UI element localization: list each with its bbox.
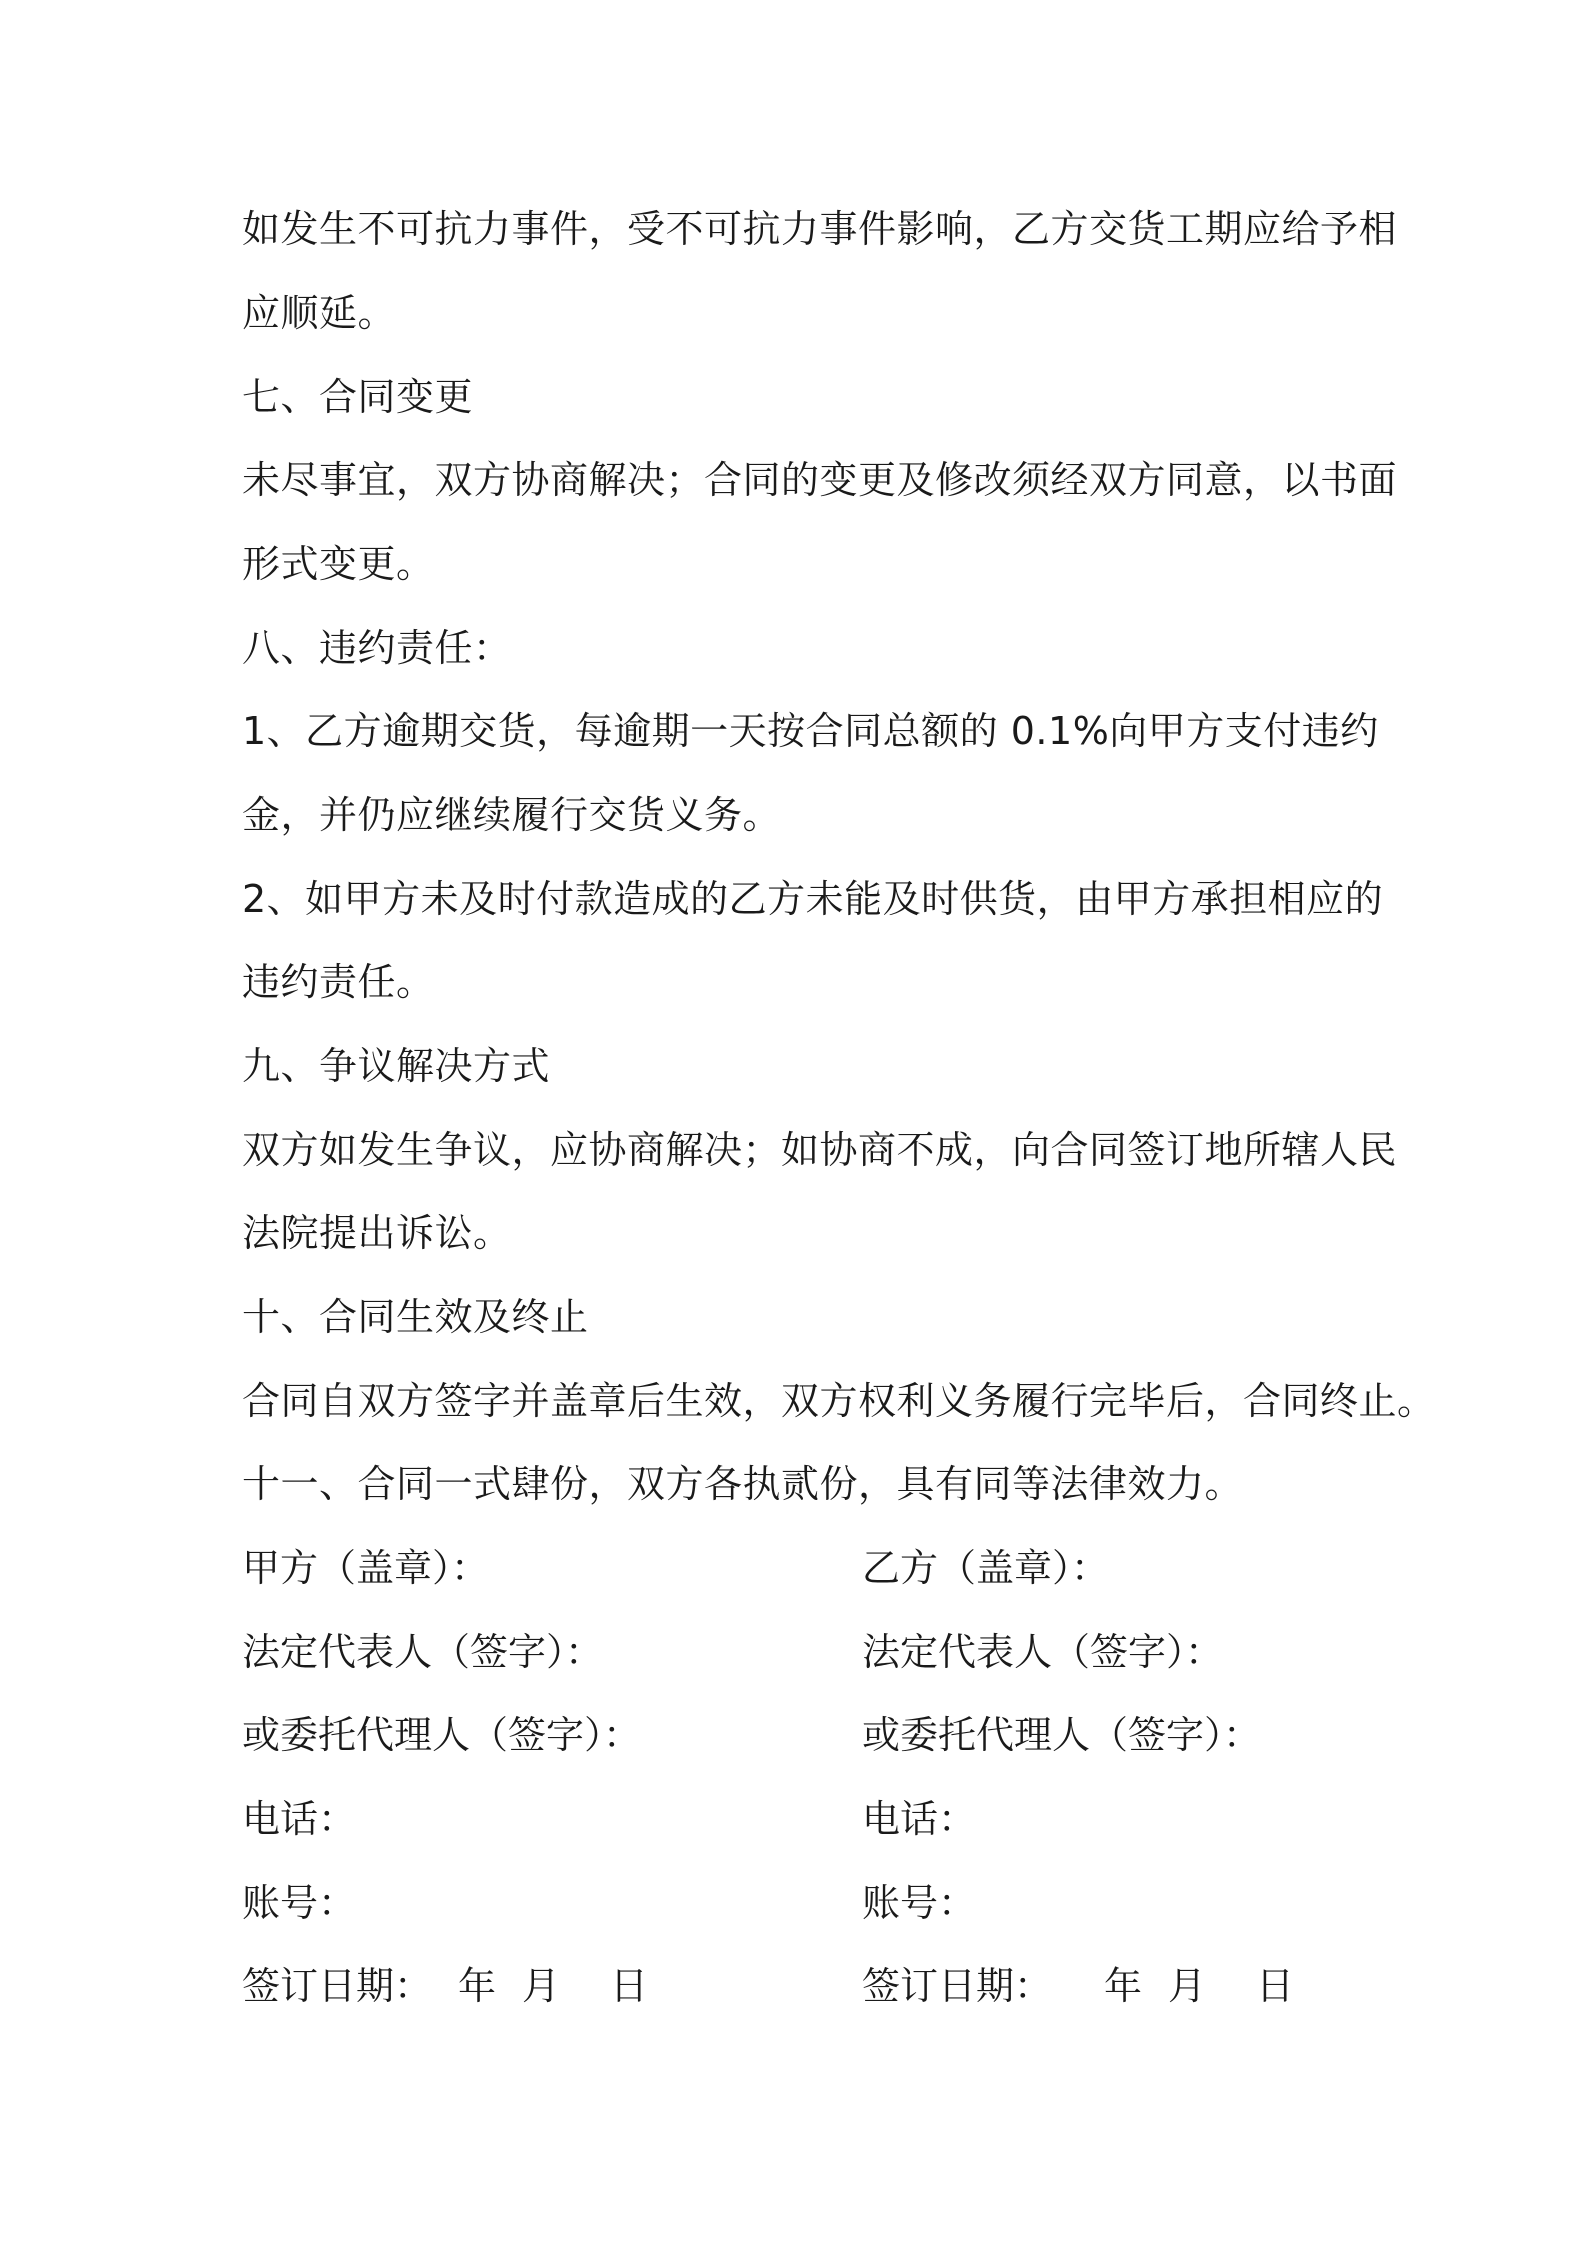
clause-breach-2-line-2: 违约责任。	[242, 960, 435, 1004]
party-a-seal-label: 甲方（盖章）：	[242, 1546, 490, 1590]
party-b-date-month: 月	[1168, 1964, 1207, 2008]
section-heading-effect-termination: 十、合同生效及终止	[242, 1295, 589, 1339]
party-a-date-year: 年	[458, 1964, 497, 2008]
paragraph-dispute-line-1: 双方如发生争议，应协商解决；如协商不成，向合同签订地所辖人民	[242, 1128, 1398, 1172]
clause-breach-1-line-1: 1、乙方逾期交货，每逾期一天按合同总额的 0.1%向甲方支付违约	[242, 709, 1379, 753]
party-b-signing-date	[862, 1961, 1294, 2011]
party-a-signing-date	[242, 1961, 648, 2011]
signature-row-agent	[242, 1710, 1382, 1760]
party-a-date-month: 月	[522, 1964, 561, 2008]
section-heading-dispute-resolution: 九、争议解决方式	[242, 1044, 551, 1088]
signature-row-account	[242, 1878, 1382, 1928]
signature-row-legal-rep	[242, 1627, 1382, 1677]
party-b-account-label: 账号：	[862, 1881, 977, 1925]
section-heading-breach-liability: 八、违约责任：	[242, 626, 512, 670]
party-b-phone-label: 电话：	[862, 1797, 977, 1841]
party-a-account-label: 账号：	[242, 1881, 357, 1925]
paragraph-effect-termination: 合同自双方签字并盖章后生效，双方权利义务履行完毕后，合同终止。	[242, 1379, 1436, 1423]
clause-breach-1-line-2: 金，并仍应继续履行交货义务。	[242, 793, 782, 837]
paragraph-contract-change-line-1: 未尽事宜，双方协商解决；合同的变更及修改须经双方同意，以书面	[242, 458, 1398, 502]
party-b-legal-rep-label: 法定代表人（签字）：	[862, 1630, 1224, 1674]
party-b-date-day: 日	[1256, 1964, 1295, 2008]
section-heading-contract-change: 七、合同变更	[242, 375, 474, 419]
party-b-agent-label: 或委托代理人（签字）：	[862, 1713, 1262, 1757]
party-b-seal-label: 乙方（盖章）：	[862, 1546, 1110, 1590]
party-a-phone-label: 电话：	[242, 1797, 357, 1841]
party-b-date-year: 年	[1104, 1964, 1143, 2008]
paragraph-contract-change-line-2: 形式变更。	[242, 542, 435, 586]
party-a-legal-rep-label: 法定代表人（签字）：	[242, 1630, 604, 1674]
party-b-date-label: 签订日期：	[862, 1964, 1053, 2008]
paragraph-dispute-line-2: 法院提出诉讼。	[242, 1211, 512, 1255]
party-a-date-day: 日	[610, 1964, 649, 2008]
party-a-agent-label: 或委托代理人（签字）：	[242, 1713, 642, 1757]
clause-breach-2-line-1: 2、如甲方未及时付款造成的乙方未能及时供货，由甲方承担相应的	[242, 877, 1384, 921]
signature-row-date	[242, 1961, 1382, 2011]
paragraph-force-majeure-line-1: 如发生不可抗力事件，受不可抗力事件影响，乙方交货工期应给予相	[242, 207, 1398, 251]
signature-row-seal	[242, 1543, 1382, 1593]
signature-row-phone	[242, 1794, 1382, 1844]
paragraph-force-majeure-line-2: 应顺延。	[242, 291, 397, 335]
section-copies: 十一、合同一式肆份，双方各执贰份，具有同等法律效力。	[242, 1462, 1244, 1506]
party-a-date-label: 签订日期：	[242, 1964, 433, 2008]
